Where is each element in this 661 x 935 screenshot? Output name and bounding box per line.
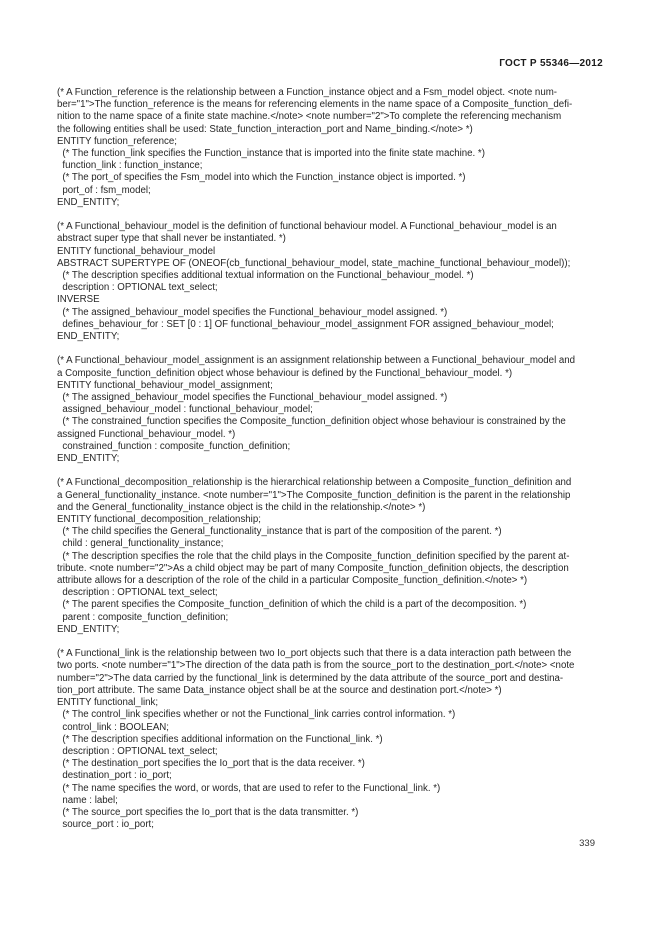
code-line: description : OPTIONAL text_select; xyxy=(57,745,218,757)
code-line: (* The control_link specifies whether or not the Functional_link carries control information. *) xyxy=(57,709,456,721)
code-line: (* The child specifies the General_functionality_instance that is part of the composition of the parent. *) xyxy=(57,526,502,538)
code-line: function_link : function_instance; xyxy=(57,160,203,172)
code-line: parent : composite_function_definition; xyxy=(57,611,229,623)
code-line: ENTITY functional_link; xyxy=(57,697,159,709)
standard-code-header: ГОСТ Р 55346—2012 xyxy=(499,58,603,69)
code-line: number="2">The data carried by the functional_link is determined by the data attribute of the source_port and destina- xyxy=(57,672,564,684)
code-line: nition to the name space of a finite state machine.</note> <note number="2">To complete the referencing mechanism xyxy=(57,111,562,123)
express-schema-content xyxy=(57,87,609,831)
code-line: (* A Functional_behaviour_model_assignment is an assignment relationship between a Functional_behaviour_model and xyxy=(57,355,576,367)
code-line: a General_functionality_instance. <note number="1">The Composite_function_definition is the parent in the relationship xyxy=(57,489,571,501)
code-line: abstract super type that shall never be instantiated. *) xyxy=(57,233,286,245)
code-line: END_ENTITY; xyxy=(57,196,120,208)
entity-block xyxy=(57,477,609,636)
code-line: (* The port_of specifies the Fsm_model into which the Function_instance object is imported. *) xyxy=(57,172,466,184)
code-line: description : OPTIONAL text_select; xyxy=(57,282,218,294)
page-number: 339 xyxy=(579,838,595,849)
code-line: description : OPTIONAL text_select; xyxy=(57,587,218,599)
code-line: ENTITY functional_decomposition_relationship; xyxy=(57,514,261,526)
code-line: (* The description specifies additional textual information on the Functional_behaviour_model. *) xyxy=(57,270,474,282)
code-line: (* The assigned_behaviour_model specifies the Functional_behaviour_model assigned. *) xyxy=(57,306,448,318)
code-line: ABSTRACT SUPERTYPE OF (ONEOF(cb_functional_behaviour_model, state_machine_functional_behaviour_model)); xyxy=(57,257,571,269)
code-line: assigned Functional_behaviour_model. *) xyxy=(57,428,236,440)
code-line: ENTITY functional_behaviour_model xyxy=(57,245,216,257)
code-line: name : label; xyxy=(57,794,118,806)
entity-block xyxy=(57,87,609,209)
entity-block xyxy=(57,648,609,831)
code-line: END_ENTITY; xyxy=(57,331,120,343)
entity-block xyxy=(57,221,609,343)
code-line: (* The description specifies additional information on the Functional_link. *) xyxy=(57,733,383,745)
code-line: (* The destination_port specifies the Io_port that is the data receiver. *) xyxy=(57,758,365,770)
code-line: destination_port : io_port; xyxy=(57,770,172,782)
code-line: child : general_functionality_instance; xyxy=(57,538,224,550)
code-line: (* A Functional_decomposition_relationship is the hierarchical relationship between a Composite_function_definition and xyxy=(57,477,572,489)
code-line: (* The assigned_behaviour_model specifies the Functional_behaviour_model assigned. *) xyxy=(57,392,448,404)
code-line: (* The name specifies the word, or words, that are used to refer to the Functional_link. *) xyxy=(57,782,441,794)
code-line: tribute. <note number="2">As a child object may be part of many Composite_function_definition objects, the description xyxy=(57,562,569,574)
code-line: (* The parent specifies the Composite_function_definition of which the child is a part of the decomposition. *) xyxy=(57,599,527,611)
code-line: END_ENTITY; xyxy=(57,623,120,635)
code-line: source_port : io_port; xyxy=(57,819,154,831)
code-line: ENTITY functional_behaviour_model_assignment; xyxy=(57,379,273,391)
code-line: control_link : BOOLEAN; xyxy=(57,721,169,733)
code-line: attribute allows for a description of the role of the child in a particular Composite_function_definition.</note> *) xyxy=(57,575,528,587)
code-line: (* A Function_reference is the relationship between a Function_instance object and a Fsm_model object. <note num- xyxy=(57,87,558,98)
code-line: (* The source_port specifies the Io_port that is the data transmitter. *) xyxy=(57,806,359,818)
entity-block xyxy=(57,355,609,465)
code-line: two ports. <note number="1">The direction of the data path is from the source_port to the destination_port.</note> <note xyxy=(57,660,575,672)
code-line: the following entities shall be used: State_function_interaction_port and Name_binding.</note> *) xyxy=(57,123,473,135)
code-line: (* The constrained_function specifies the Composite_function_definition object whose behaviour is constrained by the xyxy=(57,416,566,428)
code-line: ENTITY function_reference; xyxy=(57,135,177,147)
code-line: tion_port attribute. The same Data_instance object shall be at the source and destination port.</note> *) xyxy=(57,684,502,696)
code-line: END_ENTITY; xyxy=(57,453,120,465)
code-line: and the General_functionality_instance object is the child in the relationship.</note> *) xyxy=(57,501,426,513)
code-line: constrained_function : composite_function_definition; xyxy=(57,440,291,452)
code-line: a Composite_function_definition object whose behaviour is defined by the Functional_behaviour_model. *) xyxy=(57,367,513,379)
code-line: (* The function_link specifies the Function_instance that is imported into the finite state machine. *) xyxy=(57,148,485,160)
code-line: (* The description specifies the role that the child plays in the Composite_function_definition specified by the parent at- xyxy=(57,550,570,562)
code-line: port_of : fsm_model; xyxy=(57,184,151,196)
code-line: defines_behaviour_for : SET [0 : 1] OF functional_behaviour_model_assignment FOR assigned_behaviour_model; xyxy=(57,318,554,330)
code-line: INVERSE xyxy=(57,294,100,306)
code-line: (* A Functional_behaviour_model is the definition of functional behaviour model. A Functional_behaviour_model is an xyxy=(57,221,557,233)
code-line: (* A Functional_link is the relationship between two Io_port objects such that there is a data interaction path between the xyxy=(57,648,572,660)
code-line: assigned_behaviour_model : functional_behaviour_model; xyxy=(57,404,313,416)
code-line: ber="1">The function_reference is the means for referencing elements in the name space of a Composite_function_defi- xyxy=(57,99,573,111)
